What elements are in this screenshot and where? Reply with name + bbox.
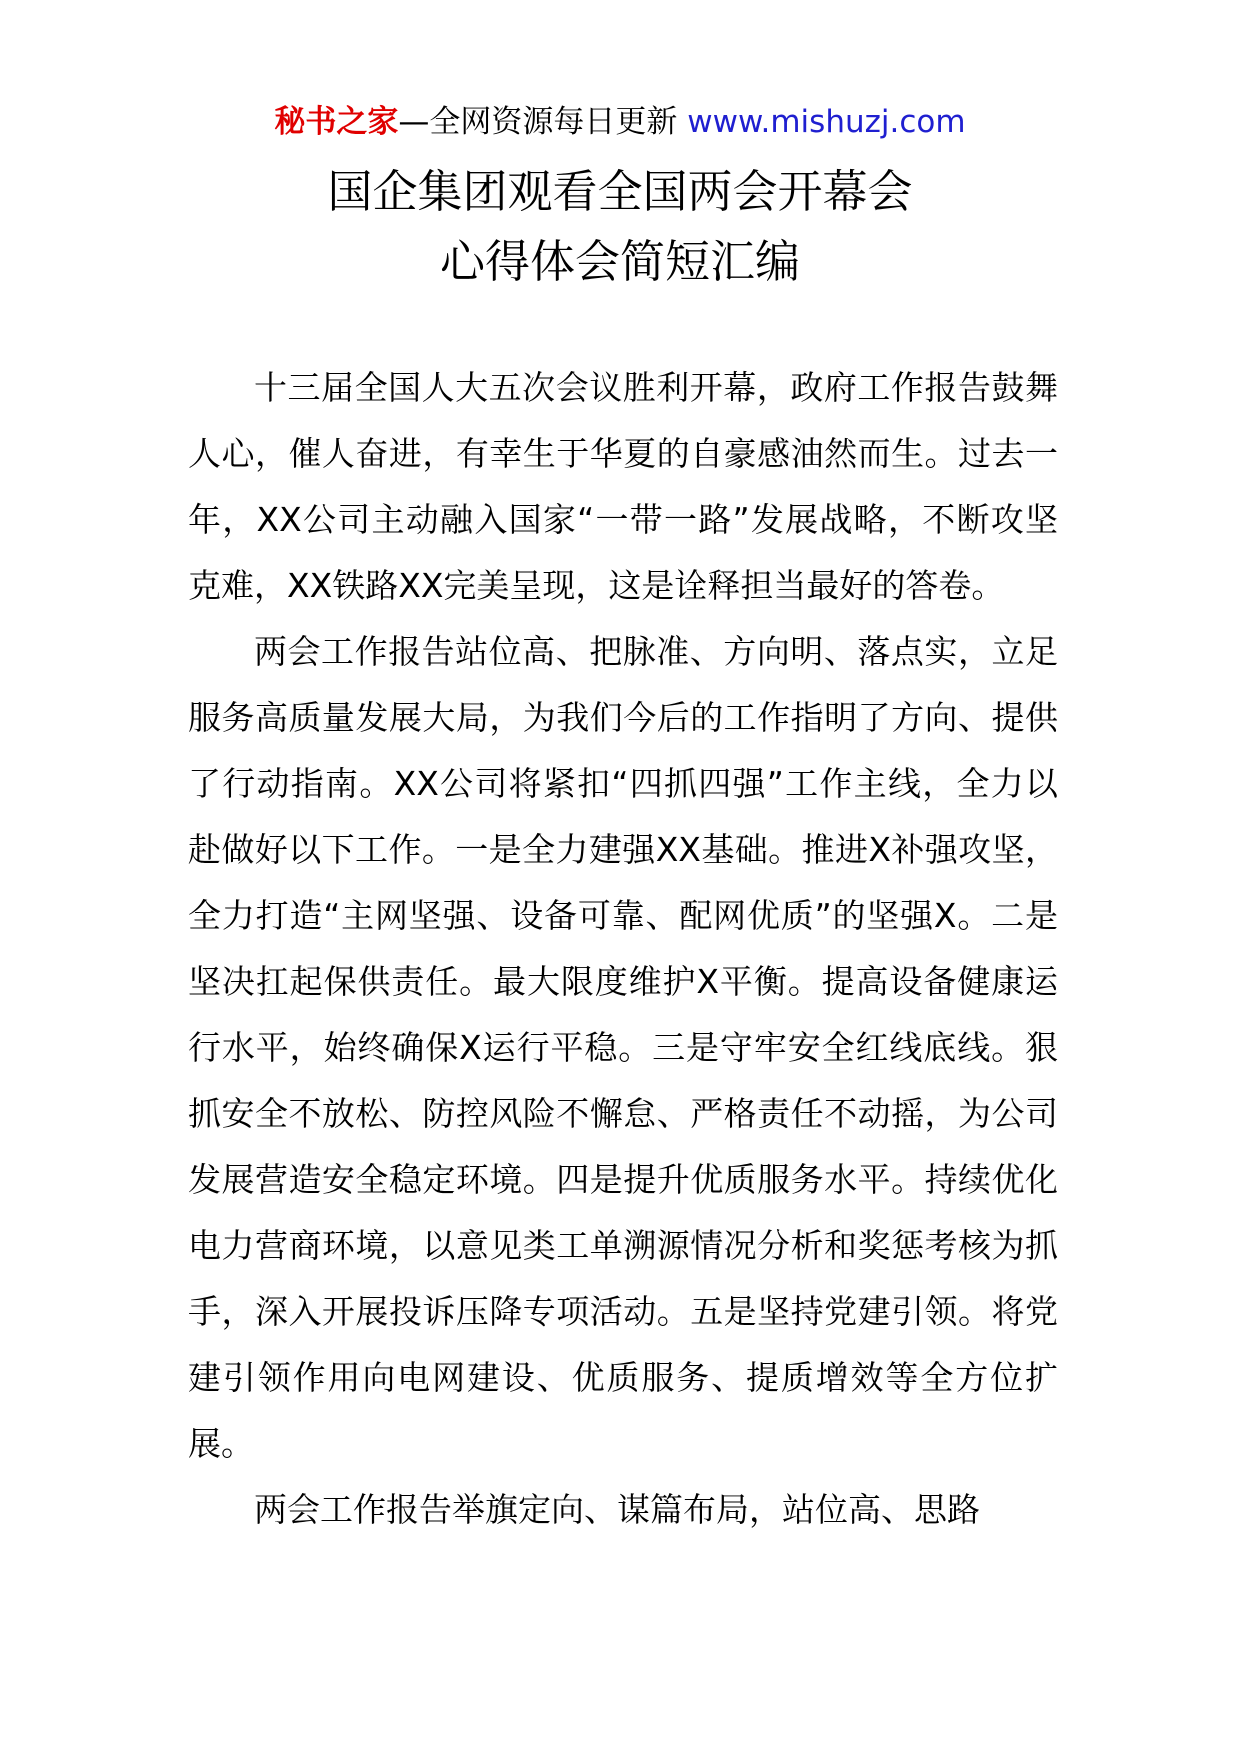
- site-brand: 秘书之家: [274, 104, 399, 140]
- paragraph: 十三届全国人大五次会议胜利开幕，政府工作报告鼓舞人心，催人奋进，有幸生于华夏的自豪感油然而生。过去一年，XX公司主动融入国家“一带一路”发展战略，不断攻坚克难，XX铁路XX完美呈现，这是诠释担当最好的答卷。: [188, 368, 1058, 605]
- document-title-line-2: 心得体会简短汇编: [439, 235, 800, 288]
- site-tagline: 全网资源每日更新: [429, 104, 688, 140]
- paragraph: 两会工作报告举旗定向、谋篇布局，站位高、思路: [254, 1490, 980, 1529]
- paragraph: 两会工作报告站位高、把脉准、方向明、落点实，立足服务高质量发展大局，为我们今后的工作指明了方向、提供了行动指南。XX公司将紧扣“四抓四强”工作主线，全力以赴做好以下工作。一是全力建强XX基础。推进X补强攻坚，全力打造“主网坚强、设备可靠、配网优质”的坚强X。二是坚决扛起保供责任。最大限度维护X平衡。提高设备健康运行水平，始终确保X运行平稳。三是守牢安全红线底线。狠抓安全不放松、防控风险不懈怠、严格责任不动摇，为公司发展营造安全稳定环境。四是提升优质服务水平。持续优化电力营商环境，以意见类工单溯源情况分析和奖惩考核为抓手，深入开展投诉压降专项活动。五是坚持党建引领。将党建引领作用向电网建设、优质服务、提质增效等全方位扩展。: [188, 632, 1058, 1463]
- site-header: [0, 100, 1240, 144]
- header-dash: —: [398, 104, 430, 140]
- document-title-line-1: 国企集团观看全国两会开幕会: [327, 165, 913, 218]
- site-url-link[interactable]: www.mishuzj.com: [687, 104, 966, 140]
- document-body: [188, 355, 1058, 1543]
